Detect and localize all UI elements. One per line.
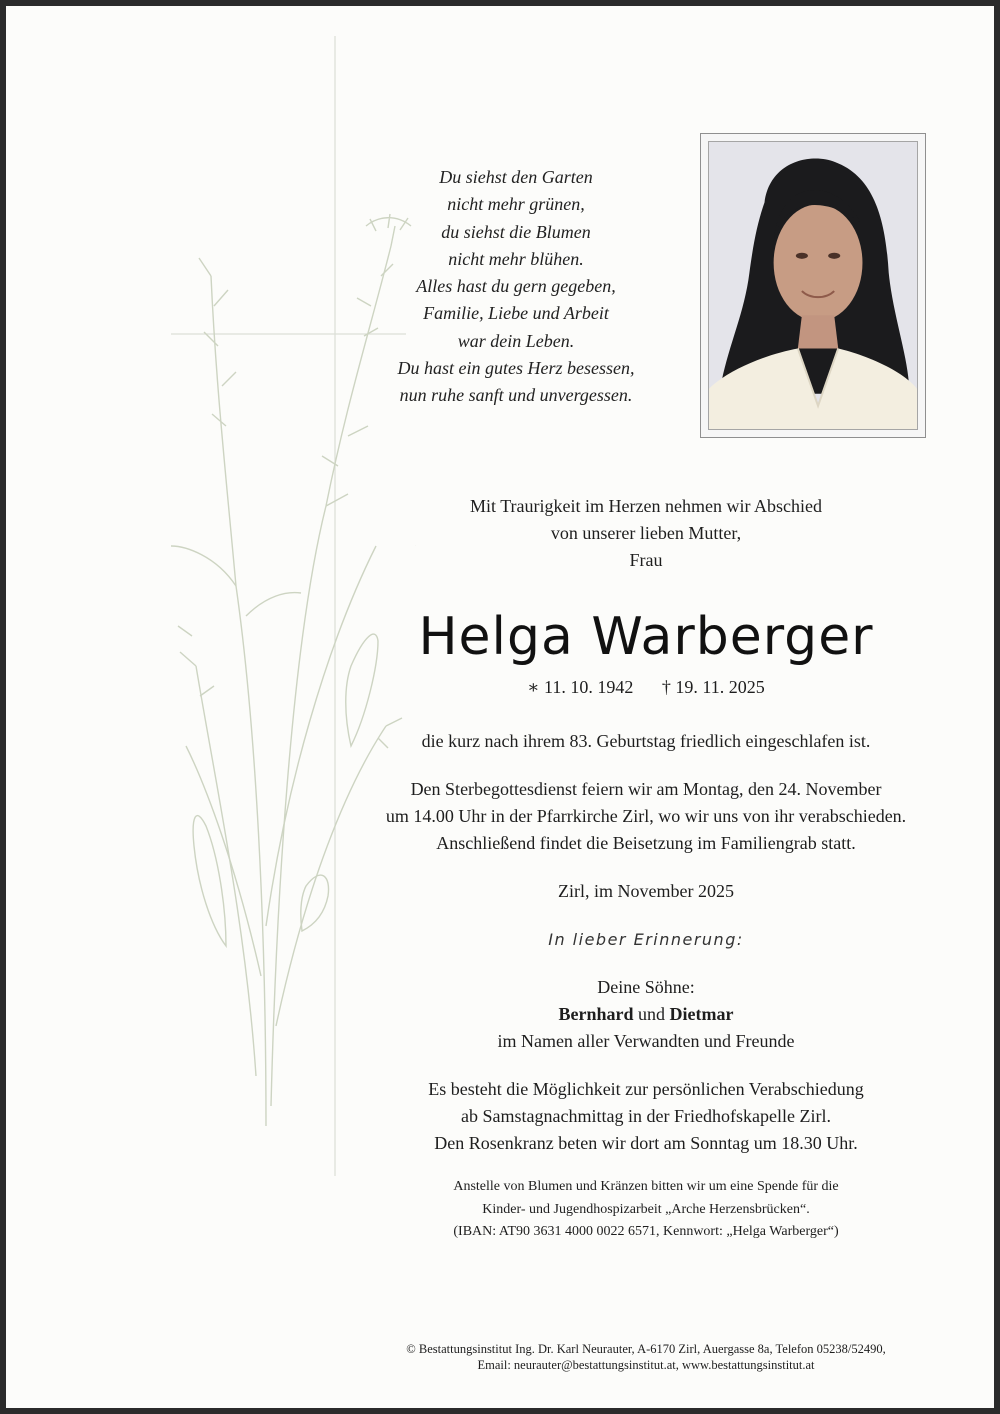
life-dates [306,674,986,700]
poem-line: nun ruhe sanft und unvergessen. [399,385,633,406]
intro-line: Frau [629,550,663,570]
intro-text [306,493,986,574]
donation-line: Kinder- und Jugendhospizarbeit „Arche Herzensbrücken“. [482,1201,810,1217]
farewell-line: Es besteht die Möglichkeit zur persönlichen Verabschiedung [428,1079,864,1099]
service-line: Anschließend findet die Beisetzung im Familiengrab statt. [436,833,856,853]
poem-line: Familie, Liebe und Arbeit [423,303,609,324]
passing-text: die kurz nach ihrem 83. Geburtstag friedlich eingeschlafen ist. [421,731,871,751]
mourners-line: Deine Söhne: [597,977,695,997]
footer-line: © Bestattungsinstitut Ing. Dr. Karl Neurauter, A-6170 Zirl, Auergasse 8a, Telefon 05238/52490, [406,1342,886,1356]
farewell-line: ab Samstagnachmittag in der Friedhofskapelle Zirl. [461,1106,831,1126]
poem-line: Du hast ein gutes Herz besessen, [397,358,635,379]
service-line: Den Sterbegottesdienst feiern wir am Montag, den 24. November [410,779,882,799]
mourners-names [306,1001,986,1028]
portrait-photo [708,141,918,430]
donation-text [306,1176,986,1244]
funeral-service-text [306,776,986,857]
portrait-photo-frame [700,133,926,438]
donation-line: Anstelle von Blumen und Kränzen bitten wir um eine Spende für die [453,1179,839,1194]
poem-line: war dein Leben. [457,330,575,351]
footer-line: Email: neurauter@bestattungsinstitut.at, www.bestattungsinstitut.at [477,1358,815,1372]
poem-line: Du siehst den Garten [439,167,593,187]
memory-heading: In lieber Erinnerung: [548,930,744,949]
farewell-line: Den Rosenkranz beten wir dort am Sonntag um 18.30 Uhr. [434,1133,858,1153]
donation-line: (IBAN: AT90 3631 4000 0022 6571, Kennwort: „Helga Warberger“) [453,1224,839,1239]
mourners-line: im Namen aller Verwandten und Freunde [497,1031,795,1051]
mourners [306,974,986,1055]
intro-line: Mit Traurigkeit im Herzen nehmen wir Abschied [470,496,822,516]
poem-line: nicht mehr grünen, [447,194,585,215]
son-name: Bernhard [558,1004,634,1024]
service-line: um 14.00 Uhr in der Pfarrkirche Zirl, wo wir uns von ihr verabschieden. [385,806,907,826]
place-date: Zirl, im November 2025 [558,881,734,901]
conjunction: und [638,1004,666,1024]
poem-line: nicht mehr blühen. [448,248,584,269]
death-date: † 19. 11. 2025 [661,677,765,697]
undertaker-footer [306,1341,986,1373]
son-name: Dietmar [669,1004,734,1024]
poem [366,164,666,410]
poem-line: du siehst die Blumen [441,221,591,242]
poem-line: Alles hast du gern gegeben, [416,276,616,297]
farewell-text [306,1076,986,1157]
intro-line: von unserer lieben Mutter, [550,523,742,543]
deceased-name: Helga Warberger [418,607,874,667]
birth-date: ∗ 11. 10. 1942 [527,677,634,697]
